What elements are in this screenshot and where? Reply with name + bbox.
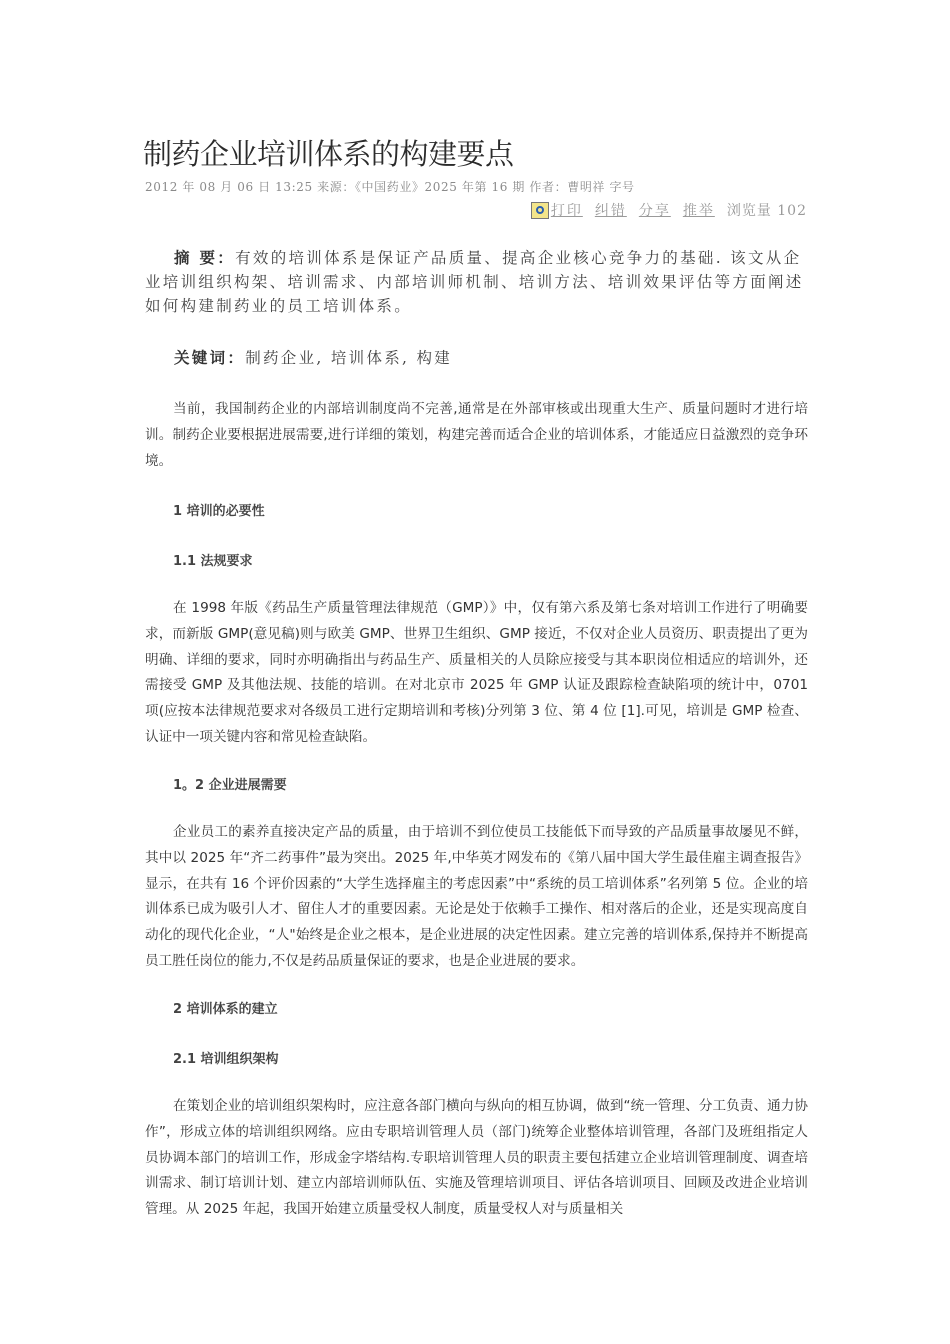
article-meta: 2012 年 08 月 06 日 13:25 来源：《中国药业》2025 年第 16 期 作者：曹明祥 字号	[145, 180, 635, 194]
print-icon[interactable]	[531, 202, 549, 219]
section-heading-1-1: 1.1 法规要求	[173, 554, 253, 569]
section-heading-1: 1 培训的必要性	[173, 504, 265, 519]
article-title: 制药企业培训体系的构建要点	[143, 137, 514, 171]
correct-link[interactable]: 纠错	[594, 203, 627, 219]
keywords	[174, 346, 452, 368]
abstract	[145, 246, 807, 318]
keywords-label: 关键词：	[174, 348, 246, 367]
intro-paragraph: 当前，我国制药企业的内部培训制度尚不完善,通常是在外部审核或出现重大生产、质量问题时才进行培训。制药企业要根据进展需要,进行详细的策划，构建完善而适合企业的培训体系，才能适应日益激烈的竞争环境。	[145, 401, 808, 469]
share-link[interactable]: 分享	[638, 203, 671, 219]
abstract-label: 摘 要：	[174, 248, 236, 267]
paragraph-2-1: 在策划企业的培训组织架构时，应注意各部门横向与纵向的相互协调，做到“统一管理、分工负责、通力协作”，形成立体的培训组织网络。应由专职培训管理人员（部门)统筹企业整体培训管理，各部门及班组指定人员协调本部门的培训工作，形成金字塔结构.专职培训管理人员的职责主要包括建立企业培训管理制度、调查培训需求、制订培训计划、建立内部培训师队伍、实施及管理培训项目、评估各培训项目、回顾及改进企业培训管理。从 2025 年起，我国开始建立质量受权人制度，质量受权人对与质量相关	[145, 1098, 808, 1218]
paragraph-1-1: 在 1998 年版《药品生产质量管理法律规范（GMP）》中，仅有第六系及第七条对培训工作进行了明确要求，而新版 GMP(意见稿)则与欧美 GMP、世界卫生组织、GMP 接近，不仅对企业人员资历、职责提出了更为明确、详细的要求，同时亦明确指出与药品生产、质量相关的人员除应接受与其本职岗位相适应的培训外，还需接受 GMP 及其他法规、技能的培训。在对北京市 2025 年 GMP 认证及跟踪检查缺陷项的统计中，0701 项(应按本法律规范要求对各级员工进行定期培训和考核)分列第 3 位、第 4 位 [1].可见，培训是 GMP 检查、认证中一项关键内容和常见检查缺陷。	[145, 600, 808, 745]
article-toolbar	[531, 200, 807, 220]
view-count: 浏览量 102	[726, 203, 807, 219]
section-heading-2: 2 培训体系的建立	[173, 1002, 278, 1017]
section-heading-2-1: 2.1 培训组织架构	[173, 1052, 279, 1067]
abstract-text: 有效的培训体系是保证产品质量、提高企业核心竞争力的基础. 该文从企业培训组织构架、培训需求、内部培训师机制、培训方法、培训效果评估等方面阐述如何构建制药业的员工培训体系。	[145, 249, 804, 315]
print-link[interactable]: 打印	[550, 203, 583, 219]
paragraph-1-2: 企业员工的素养直接决定产品的质量，由于培训不到位使员工技能低下而导致的产品质量事故屡见不鲜，其中以 2025 年“齐二药事件”最为突出。2025 年,中华英才网发布的《第八届中国大学生最佳雇主调查报告》显示，在共有 16 个评价因素的“大学生选择雇主的考虑因素”中“系统的员工培训体系”名列第 5 位。企业的培训体系已成为吸引人才、留住人才的重要因素。无论是处于依赖手工操作、相对落后的企业，还是实现高度自动化的现代化企业，“人"始终是企业之根本，是企业进展的决定性因素。建立完善的培训体系,保持并不断提高员工胜任岗位的能力,不仅是药品质量保证的要求，也是企业进展的要求。	[145, 824, 808, 969]
keywords-text: 制药企业, 培训体系, 构建	[245, 349, 453, 367]
section-heading-1-2: 1。2 企业进展需要	[173, 778, 287, 793]
recommend-link[interactable]: 推举	[682, 203, 715, 219]
